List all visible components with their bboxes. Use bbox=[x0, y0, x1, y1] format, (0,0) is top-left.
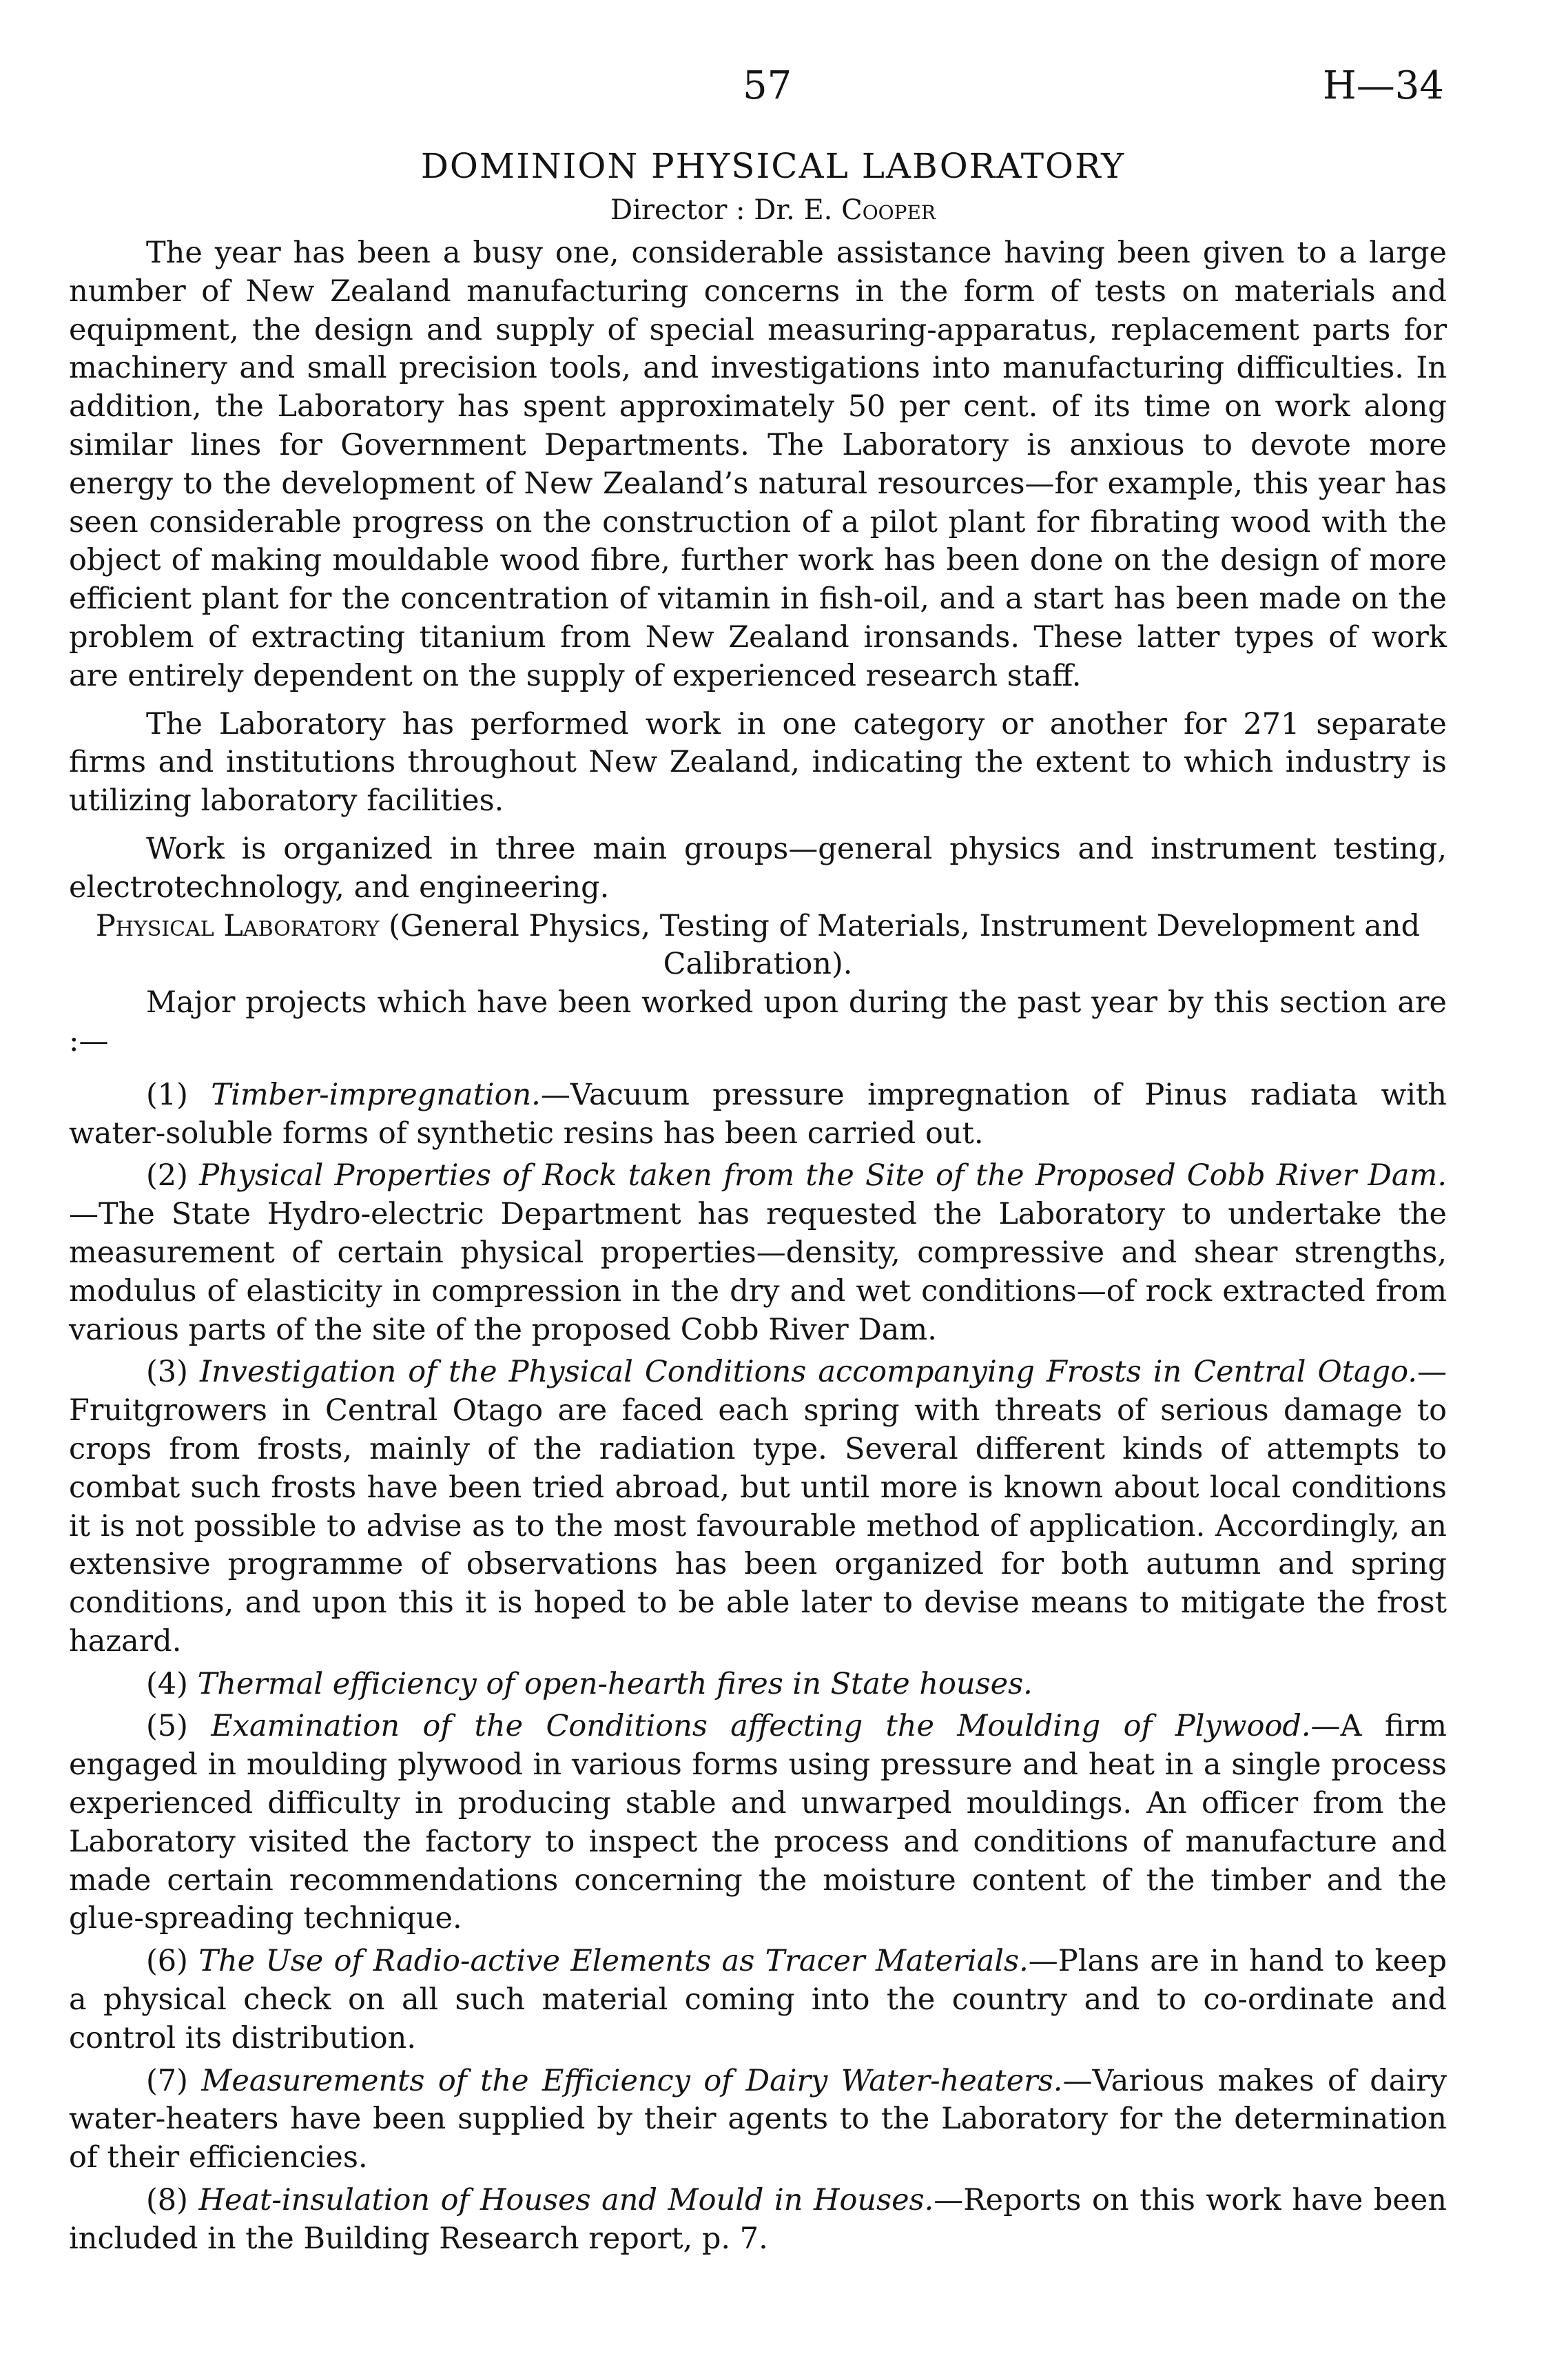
project-title: Thermal efficiency of open-hearth fires in State houses. bbox=[197, 1666, 1033, 1701]
director-name: Cooper bbox=[841, 194, 936, 226]
project-item bbox=[69, 2062, 1447, 2177]
project-item bbox=[69, 1157, 1447, 1349]
project-text: —Fruitgrowers in Central Otago are faced each spring with threats of serious damage to crops from frosts, mainly of the radiation type. Several different kinds of attempts to combat such frosts have been tried abroad, but until more is known about local conditions it is not possible to advise as to the most favourable method of application. Accordingly, an extensive programme of observations has been organized for both autumn and spring conditions, and upon this it is hoped to be able later to devise means to mitigate the frost hazard. bbox=[69, 1355, 1447, 1659]
project-item bbox=[69, 1707, 1447, 1938]
project-number: (3) bbox=[146, 1355, 188, 1390]
page-number: 57 bbox=[743, 63, 792, 108]
project-number: (2) bbox=[146, 1158, 188, 1193]
project-title: Physical Properties of Rock taken from the Site of the Proposed Cobb River Dam. bbox=[199, 1158, 1447, 1193]
project-title: Timber-impregnation. bbox=[211, 1077, 541, 1112]
project-item bbox=[69, 2182, 1447, 2259]
project-text: —A firm engaged in moulding plywood in various forms using pressure and heat in a single process experienced difficulty in producing stable and unwarped mouldings. An officer from the Laboratory visited the factory to inspect the process and conditions of manufacture and made certain recommendations concerning the moisture content of the timber and the glue-spreading technique. bbox=[69, 1709, 1447, 1936]
project-number: (7) bbox=[146, 2063, 188, 2098]
project-item bbox=[69, 1353, 1447, 1661]
project-title: Examination of the Conditions affecting the Moulding of Plywood. bbox=[211, 1709, 1311, 1744]
director-line bbox=[0, 194, 1546, 226]
project-item bbox=[69, 1665, 1447, 1704]
project-text: —Plans are in hand to keep a physical check on all such material coming into the country and to co-ordinate and control its distribution. bbox=[69, 1944, 1447, 2055]
project-number: (8) bbox=[146, 2183, 188, 2218]
document-body bbox=[69, 234, 1447, 2259]
project-number: (1) bbox=[146, 1077, 188, 1112]
project-item bbox=[69, 1942, 1447, 2058]
section-intro: Major projects which have been worked upon during the past year by this section are :— bbox=[69, 985, 1447, 1058]
director-name-prefix: Dr. E. bbox=[754, 194, 833, 226]
section-heading bbox=[69, 907, 1447, 985]
project-title: Heat-insulation of Houses and Mould in Houses. bbox=[198, 2183, 934, 2218]
project-item bbox=[69, 1076, 1447, 1153]
intro-paragraph: The year has been a busy one, considerable assistance having been given to a large number of New Zealand manufacturing concerns in the form of tests on materials and equipment, the design and supply of special measuring-apparatus, replacement parts for machinery and small precision tools, and investigations into manufacturing difficulties. In addition, the Laboratory has spent approximately 50 per cent. of its time on work along similar lines for Government Departments. The Laboratory is anxious to devote more energy to the development of New Zealand’s natural resources—for example, this year has seen considerable progress on the construction of a pilot plant for fibrating wood with the object of making mouldable wood fibre, further work has been done on the design of more efficient plant for the concentration of vitamin in fish-oil, and a start has been made on the problem of extracting titanium from New Zealand ironsands. These latter types of work are entirely dependent on the supply of experienced research staff. bbox=[69, 236, 1447, 693]
document-code: H—34 bbox=[1322, 63, 1444, 108]
project-text: —Vacuum pressure impregnation of Pinus radiata with water-soluble forms of synthetic resins has been carried out. bbox=[69, 1077, 1447, 1151]
project-title: Investigation of the Physical Conditions accompanying Frosts in Central Otago. bbox=[199, 1355, 1418, 1390]
project-number: (6) bbox=[146, 1944, 188, 1979]
project-text: —Reports on this work have been included in the Building Research report, p. 7. bbox=[69, 2183, 1447, 2256]
project-text: —The State Hydro-electric Department has requested the Laboratory to undertake the measurement of certain physical properties—density, compressive and shear strengths, modulus of elasticity in compression in the dry and wet conditions—of rock extracted from various parts of the site of the proposed Cobb River Dam. bbox=[69, 1197, 1447, 1347]
intro-paragraph: Work is organized in three main groups—general physics and instrument testing, electrotechnology, and engineering. bbox=[69, 831, 1447, 905]
project-number: (5) bbox=[146, 1709, 188, 1744]
project-number: (4) bbox=[146, 1666, 188, 1701]
section-name: Physical Laboratory bbox=[95, 908, 380, 943]
project-text: —Various makes of dairy water-heaters have been supplied by their agents to the Laboratory for the determination of their efficiencies. bbox=[69, 2063, 1447, 2175]
intro-paragraph: The Laboratory has performed work in one category or another for 271 separate firms and institutions throughout New Zealand, indicating the extent to which industry is utilizing laboratory facilities. bbox=[69, 706, 1447, 819]
project-title: Measurements of the Efficiency of Dairy Water-heaters. bbox=[201, 2063, 1063, 2098]
section-subtitle: (General Physics, Testing of Materials, Instrument Development and Calibration). bbox=[389, 908, 1421, 982]
project-title: The Use of Radio-active Elements as Tracer Materials. bbox=[198, 1944, 1029, 1979]
director-label: Director : bbox=[610, 194, 745, 226]
page-title: DOMINION PHYSICAL LABORATORY bbox=[420, 146, 1126, 186]
